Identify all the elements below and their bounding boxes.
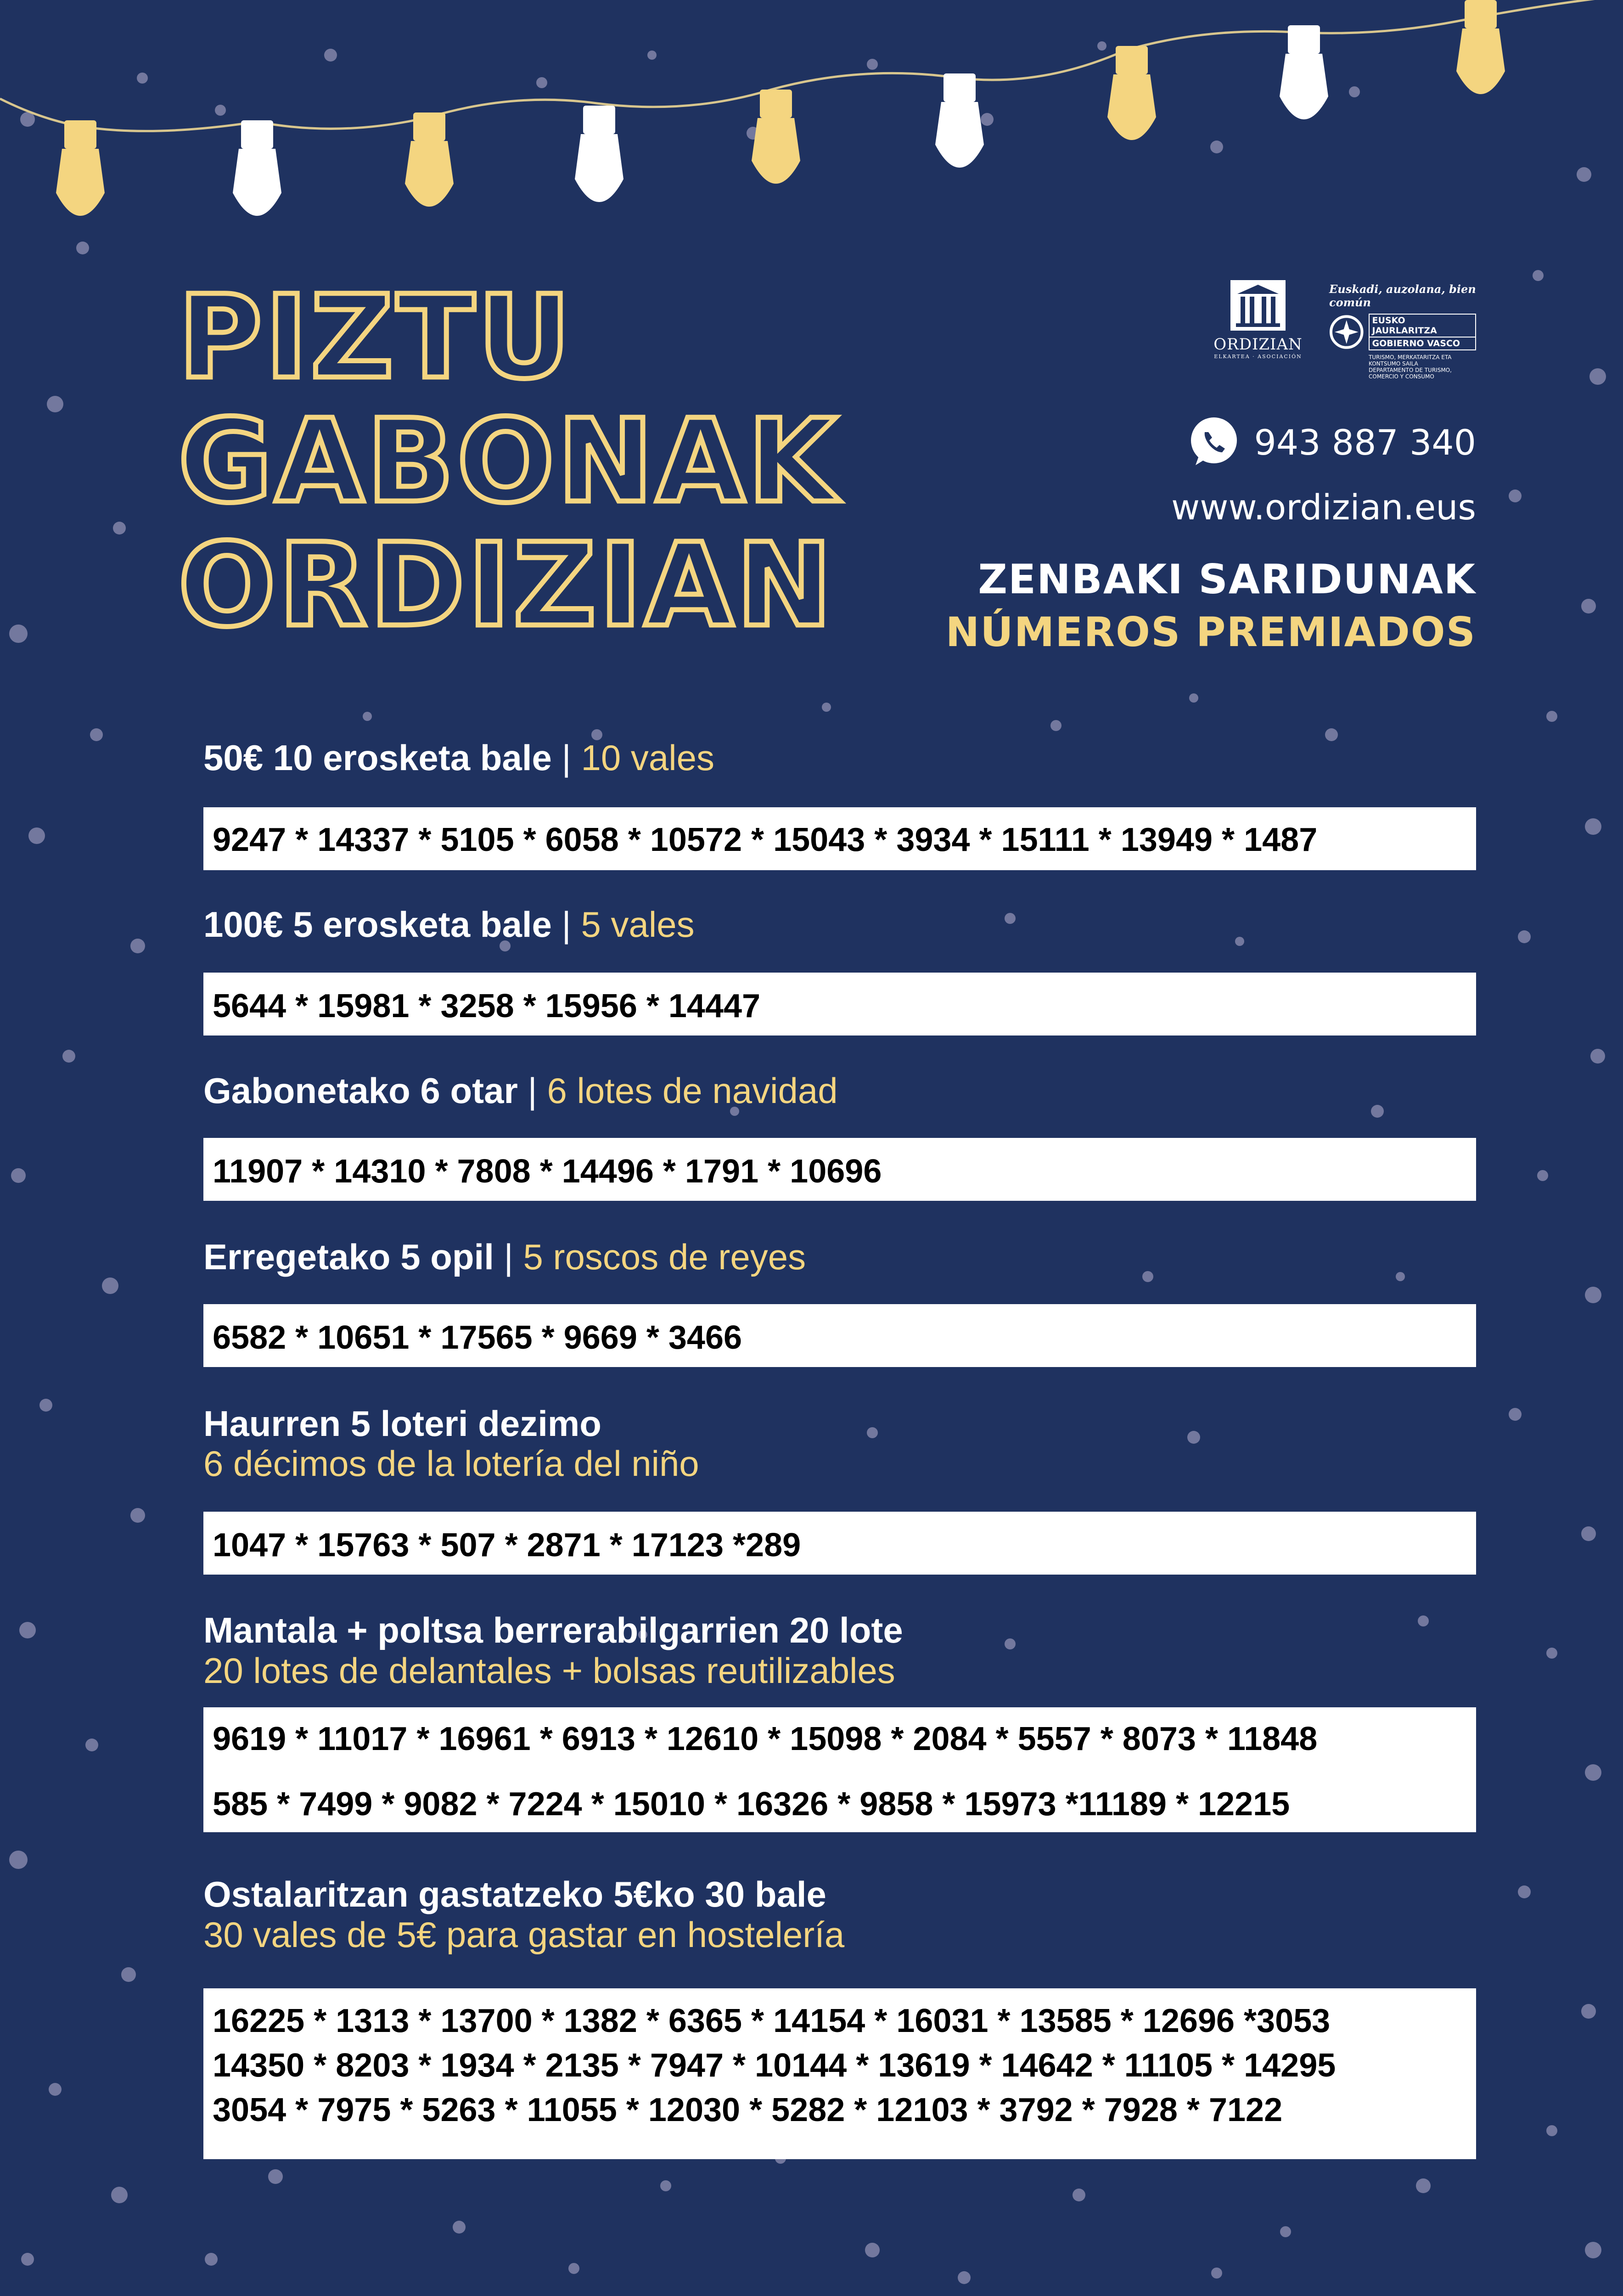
title-line-3: ORDIZIAN: [178, 518, 835, 652]
category-5-numbers-line: 1047 * 15763 * 507 * 2871 * 17123 *289: [213, 1527, 801, 1564]
category-4-title-eu: Erregetako 5 opil: [203, 1237, 494, 1277]
title-line-1: PIZTU: [178, 270, 574, 404]
ordizian-building-icon: [1230, 280, 1286, 331]
category-7-title-es: 30 vales de 5€ para gastar en hostelería: [203, 1914, 845, 1955]
light-bulb-icon: [752, 90, 800, 184]
ordizian-logo-subtext: ELKARTEA · ASOCIACIÓN: [1214, 354, 1302, 360]
gov-name-eu: EUSKO JAURLARITZA: [1369, 314, 1476, 338]
phone-row: [1187, 416, 1477, 469]
category-7-numbers-line: 3054 * 7975 * 5263 * 11055 * 12030 * 5282 * 12103 * 3792 * 7928 * 7122: [213, 2092, 1283, 2128]
category-7-numbers-line: 14350 * 8203 * 1934 * 2135 * 7947 * 10144 * 13619 * 14642 * 11105 * 14295: [213, 2047, 1336, 2084]
category-2-amount: 100€: [203, 904, 283, 945]
category-3-numbers-line: 11907 * 14310 * 7808 * 14496 * 1791 * 10696: [213, 1153, 882, 1190]
category-3-numbers-box: [203, 1138, 1476, 1201]
website-link[interactable]: www.ordizian.eus: [1171, 487, 1476, 528]
category-5-numbers-box: [203, 1512, 1476, 1575]
light-bulb-icon: [1107, 46, 1156, 140]
light-bulb-icon: [935, 73, 984, 168]
category-1-title-eu: 10 erosketa bale: [273, 737, 552, 778]
category-1-amount: 50€: [203, 737, 264, 778]
tagline-eu: ZENBAKI SARIDUNAK: [978, 556, 1476, 603]
category-7-numbers-line: 16225 * 1313 * 13700 * 1382 * 6365 * 14154 * 16031 * 13585 * 12696 *3053: [213, 2003, 1331, 2039]
category-2-title-eu: 5 erosketa bale: [293, 904, 552, 945]
category-2-heading: [203, 904, 695, 945]
category-3-separator: |: [528, 1070, 537, 1111]
category-7-numbers-box: [203, 1988, 1476, 2159]
category-5-heading: [203, 1403, 601, 1445]
light-bulb-icon: [1280, 25, 1328, 119]
category-6-numbers-box: [203, 1707, 1476, 1832]
light-bulb-icon: [233, 120, 281, 216]
category-4-heading: [203, 1236, 806, 1278]
category-1-separator: |: [562, 737, 571, 778]
category-1-heading: [203, 737, 714, 779]
category-4-separator: |: [504, 1237, 513, 1277]
category-3-title-es: 6 lotes de navidad: [547, 1070, 838, 1111]
phone-number[interactable]: 943 887 340: [1254, 422, 1476, 463]
category-2-title-es: 5 vales: [581, 904, 695, 945]
category-2-numbers-box: [203, 973, 1476, 1035]
category-4-title-es: 5 roscos de reyes: [523, 1237, 806, 1277]
string-lights: [0, 0, 1623, 239]
category-1-title-es: 10 vales: [581, 737, 715, 778]
category-6-title-eu: Mantala + poltsa berrerabilgarrien 20 lote: [203, 1610, 903, 1650]
title-line-2: GABONAK: [178, 394, 840, 528]
light-bulb-icon: [56, 120, 105, 216]
category-4-numbers-line: 6582 * 10651 * 17565 * 9669 * 3466: [213, 1319, 742, 1356]
category-6-heading: [203, 1609, 903, 1651]
light-bulb-icon: [405, 113, 454, 207]
category-7-title-eu: Ostalaritzan gastatzeko 5€ko 30 bale: [203, 1874, 826, 1914]
whatsapp-phone-icon: [1187, 416, 1241, 469]
gobierno-vasco-logo: [1329, 282, 1476, 380]
ordizian-logo-text: ORDIZIAN: [1213, 335, 1303, 354]
category-6-numbers-line: 9619 * 11017 * 16961 * 6913 * 12610 * 15098 * 2084 * 5557 * 8073 * 11848: [213, 1721, 1318, 1757]
category-4-numbers-box: [203, 1304, 1476, 1367]
gov-name-es: GOBIERNO VASCO: [1369, 338, 1476, 350]
light-bulb-icon: [575, 106, 623, 202]
gov-dept-es: DEPARTAMENTO DE TURISMO, COMERCIO Y CONSUMO: [1369, 367, 1452, 380]
gobierno-vasco-emblem-icon: [1329, 315, 1364, 349]
category-2-numbers-line: 5644 * 15981 * 3258 * 15956 * 14447: [213, 988, 761, 1024]
category-7-heading: [203, 1874, 826, 1915]
gov-dept-eu: TURISMO, MERKATARITZA ETA KONTSUMO SAILA: [1369, 354, 1452, 367]
category-5-title-es: 6 décimos de la lotería del niño: [203, 1443, 699, 1484]
euskadi-motto: Euskadi, auzolana, bien común: [1329, 282, 1476, 309]
tagline-es: NÚMEROS PREMIADOS: [945, 608, 1476, 656]
category-1-numbers-box: [203, 807, 1476, 870]
category-3-heading: [203, 1070, 838, 1112]
ordizian-logo: [1212, 280, 1304, 360]
category-6-title-es: 20 lotes de delantales + bolsas reutilizables: [203, 1650, 895, 1691]
category-3-title-eu: Gabonetako 6 otar: [203, 1070, 518, 1111]
category-6-numbers-line: 585 * 7499 * 9082 * 7224 * 15010 * 16326 * 9858 * 15973 *11189 * 12215: [213, 1786, 1290, 1823]
category-2-separator: |: [562, 904, 571, 945]
category-1-numbers-line: 9247 * 14337 * 5105 * 6058 * 10572 * 15043 * 3934 * 15111 * 13949 * 1487: [213, 822, 1318, 858]
category-5-title-eu: Haurren 5 loteri dezimo: [203, 1403, 601, 1444]
